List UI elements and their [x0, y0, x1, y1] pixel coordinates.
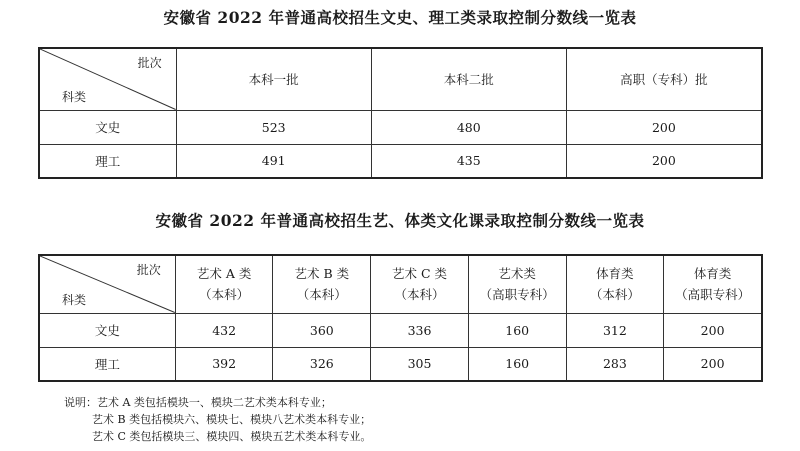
table-cell: 336 — [371, 313, 469, 347]
header-batch-label: 批次 — [137, 56, 162, 70]
column-header-line1: 体育类 — [693, 266, 732, 282]
column-header-line2: （高职专科） — [675, 287, 751, 303]
column-header-line2: （本科） — [296, 287, 347, 303]
header-subject-label: 科类 — [62, 292, 87, 307]
column-header — [468, 255, 566, 313]
table-cell: 392 — [175, 347, 273, 381]
column-header-line2: （本科） — [394, 287, 445, 303]
column-header — [175, 255, 273, 313]
note-line: 说明：艺术 A 类包括模块一、模块二艺术类本科专业； — [64, 396, 332, 409]
column-header — [273, 255, 371, 313]
column-header — [664, 255, 762, 313]
header-batch-label: 批次 — [136, 263, 161, 277]
table-cell: 283 — [566, 347, 664, 381]
table-cell: 160 — [468, 347, 566, 381]
note-line: 艺术 C 类包括模块三、模块四、模块五艺术类本科专业。 — [92, 430, 372, 443]
table-row — [39, 144, 762, 178]
table-row — [39, 313, 762, 347]
table2-title: 安徽省 2022 年普通高校招生艺、体类文化课录取控制分数线一览表 — [155, 211, 645, 230]
notes — [64, 394, 371, 445]
table-cell: 523 — [176, 110, 371, 144]
table-row — [39, 110, 762, 144]
column-header-line1: 艺术 A 类 — [196, 266, 252, 282]
table-row — [39, 347, 762, 381]
table-cell: 491 — [176, 144, 371, 178]
table-cell: 200 — [566, 110, 762, 144]
table-cell: 435 — [371, 144, 566, 178]
row-label: 文史 — [39, 110, 176, 144]
column-header-line2: （本科） — [199, 287, 250, 303]
column-header: 本科一批 — [176, 48, 371, 110]
row-label: 文史 — [39, 313, 175, 347]
table-cell: 360 — [273, 313, 371, 347]
column-header-line1: 艺术 B 类 — [294, 266, 350, 282]
row-label: 理工 — [39, 347, 175, 381]
table-cell: 305 — [371, 347, 469, 381]
header-subject-label: 科类 — [62, 89, 87, 104]
diagonal-header-cell — [39, 255, 175, 313]
column-header-line1: 艺术 C 类 — [391, 266, 447, 282]
table-cell: 480 — [371, 110, 566, 144]
table-cell: 200 — [664, 347, 762, 381]
column-header-line1: 体育类 — [596, 266, 634, 282]
column-header — [566, 255, 664, 313]
table1-title: 安徽省 2022 年普通高校招生文史、理工类录取控制分数线一览表 — [163, 8, 637, 27]
column-header-line2: （高职专科） — [479, 287, 555, 303]
column-header-line1: 艺术类 — [498, 266, 536, 282]
note-line: 艺术 B 类包括模块六、模块七、模块八艺术类本科专业； — [92, 413, 372, 426]
column-header-line2: （本科） — [589, 287, 640, 303]
column-header — [371, 255, 469, 313]
control-score-table-2 — [38, 254, 763, 382]
table-header-row — [39, 255, 762, 313]
column-header: 本科二批 — [371, 48, 566, 110]
table-cell: 160 — [468, 313, 566, 347]
table-cell: 432 — [175, 313, 273, 347]
table-header-row — [39, 48, 762, 110]
diagonal-header-cell — [39, 48, 176, 110]
table-cell: 200 — [566, 144, 762, 178]
column-header: 高职（专科）批 — [566, 48, 762, 110]
control-score-table-1 — [38, 47, 763, 179]
table-cell: 200 — [664, 313, 762, 347]
notes-label: 说明： — [64, 396, 97, 409]
table-cell: 312 — [566, 313, 664, 347]
table-cell: 326 — [273, 347, 371, 381]
row-label: 理工 — [39, 144, 176, 178]
